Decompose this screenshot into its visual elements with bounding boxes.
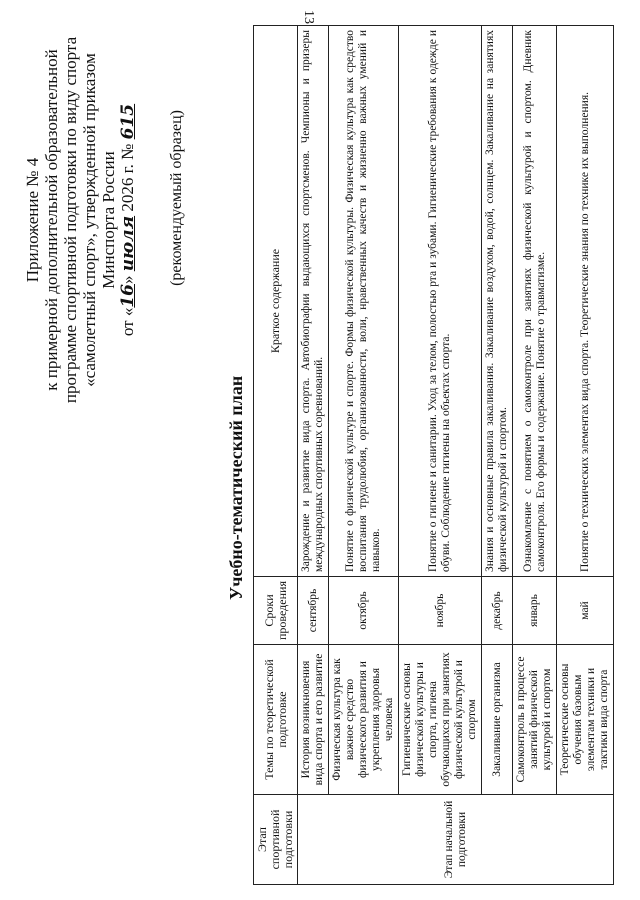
- table-row: [482, 26, 513, 885]
- header-themes: Темы по теоретической подготовке: [254, 645, 298, 795]
- table-row: [298, 26, 329, 885]
- order-month: июля: [118, 215, 138, 272]
- landscape-content: [18, 10, 618, 890]
- page-number: 13: [301, 10, 316, 24]
- content-cell: Понятие о гигиене и санитарии. Уход за телом, полостью рта и зубами. Гигиенические требования к одежде и обуви. Соблюдение гигиены на объектах спорта.: [399, 26, 482, 577]
- theme-cell: Закаливание организма: [482, 645, 513, 795]
- recommended-sample-note: (рекомендуемый образец): [168, 110, 185, 286]
- appendix-line-3: программе спортивной подготовки по виду спорта: [61, 36, 80, 404]
- stage-cell: Этап начальной подготовки: [298, 795, 614, 885]
- thematic-plan-table: [253, 25, 614, 885]
- header-stage: Этап спортивной подготовки: [254, 795, 298, 885]
- appendix-line-4: «самолетный спорт», утвержденной приказом: [80, 53, 99, 387]
- plan-title: Учебно-тематический план: [226, 375, 246, 600]
- table-row: [399, 26, 482, 885]
- theme-cell: Физическая культура как важное средство физического развития и укрепления здоровья человека: [329, 645, 399, 795]
- table-row: [329, 26, 399, 885]
- theme-cell: Гигиенические основы физической культуры и спорта, гигиена обучающихся при занятиях физической культурой и спортом: [399, 645, 482, 795]
- header-terms: Сроки проведения: [254, 577, 298, 645]
- appendix-line-5: Минспорта России: [99, 151, 118, 289]
- theme-cell: Теоретические основы обучения базовым элементам техники и тактики вида спорта: [557, 645, 614, 795]
- order-number: 615: [118, 103, 138, 140]
- term-cell: май: [557, 577, 614, 645]
- table-row: [557, 26, 614, 885]
- term-cell: декабрь: [482, 577, 513, 645]
- order-day: 16: [118, 284, 138, 308]
- theme-cell: Самоконтроль в процессе занятий физической культурой и спортом: [513, 645, 557, 795]
- theme-cell: История возникновения вида спорта и его развитие: [298, 645, 329, 795]
- term-cell: ноябрь: [399, 577, 482, 645]
- appendix-title: Приложение № 4: [23, 157, 42, 283]
- header-content: Краткое содержание: [254, 26, 298, 577]
- table-row: [513, 26, 557, 885]
- appendix-header: [23, 10, 138, 430]
- content-cell: Понятие о физической культуре и спорте. Формы физической культуры. Физическая культура как средство воспитания трудолюбия, организованности, воли, нравственных качеств и жизненно важных умений и навыков.: [329, 26, 399, 577]
- appendix-line-2: к примерной дополнительной образовательной: [42, 49, 61, 391]
- content-cell: Понятие о технических элементах вида спорта. Теоретические знания по технике их выполнения.: [557, 26, 614, 577]
- term-cell: сентябрь: [298, 577, 329, 645]
- table-header-row: [254, 26, 298, 885]
- content-cell: Знания и основные правила закаливания. Закаливание воздухом, водой, солнцем. Закаливание на занятиях физической культурой и спортом.: [482, 26, 513, 577]
- content-cell: Ознакомление с понятием о самоконтроле при занятиях физической культурой и спортом. Дневник самоконтроля. Его формы и содержание. Понятие о травматизме.: [513, 26, 557, 577]
- order-date-line: от «16» июля 2026 г. № 615: [118, 103, 138, 337]
- term-cell: октябрь: [329, 577, 399, 645]
- content-cell: Зарождение и развитие вида спорта. Автобиографии выдающихся спортсменов. Чемпионы и призеры международных спортивных соревнований.: [298, 26, 329, 577]
- term-cell: январь: [513, 577, 557, 645]
